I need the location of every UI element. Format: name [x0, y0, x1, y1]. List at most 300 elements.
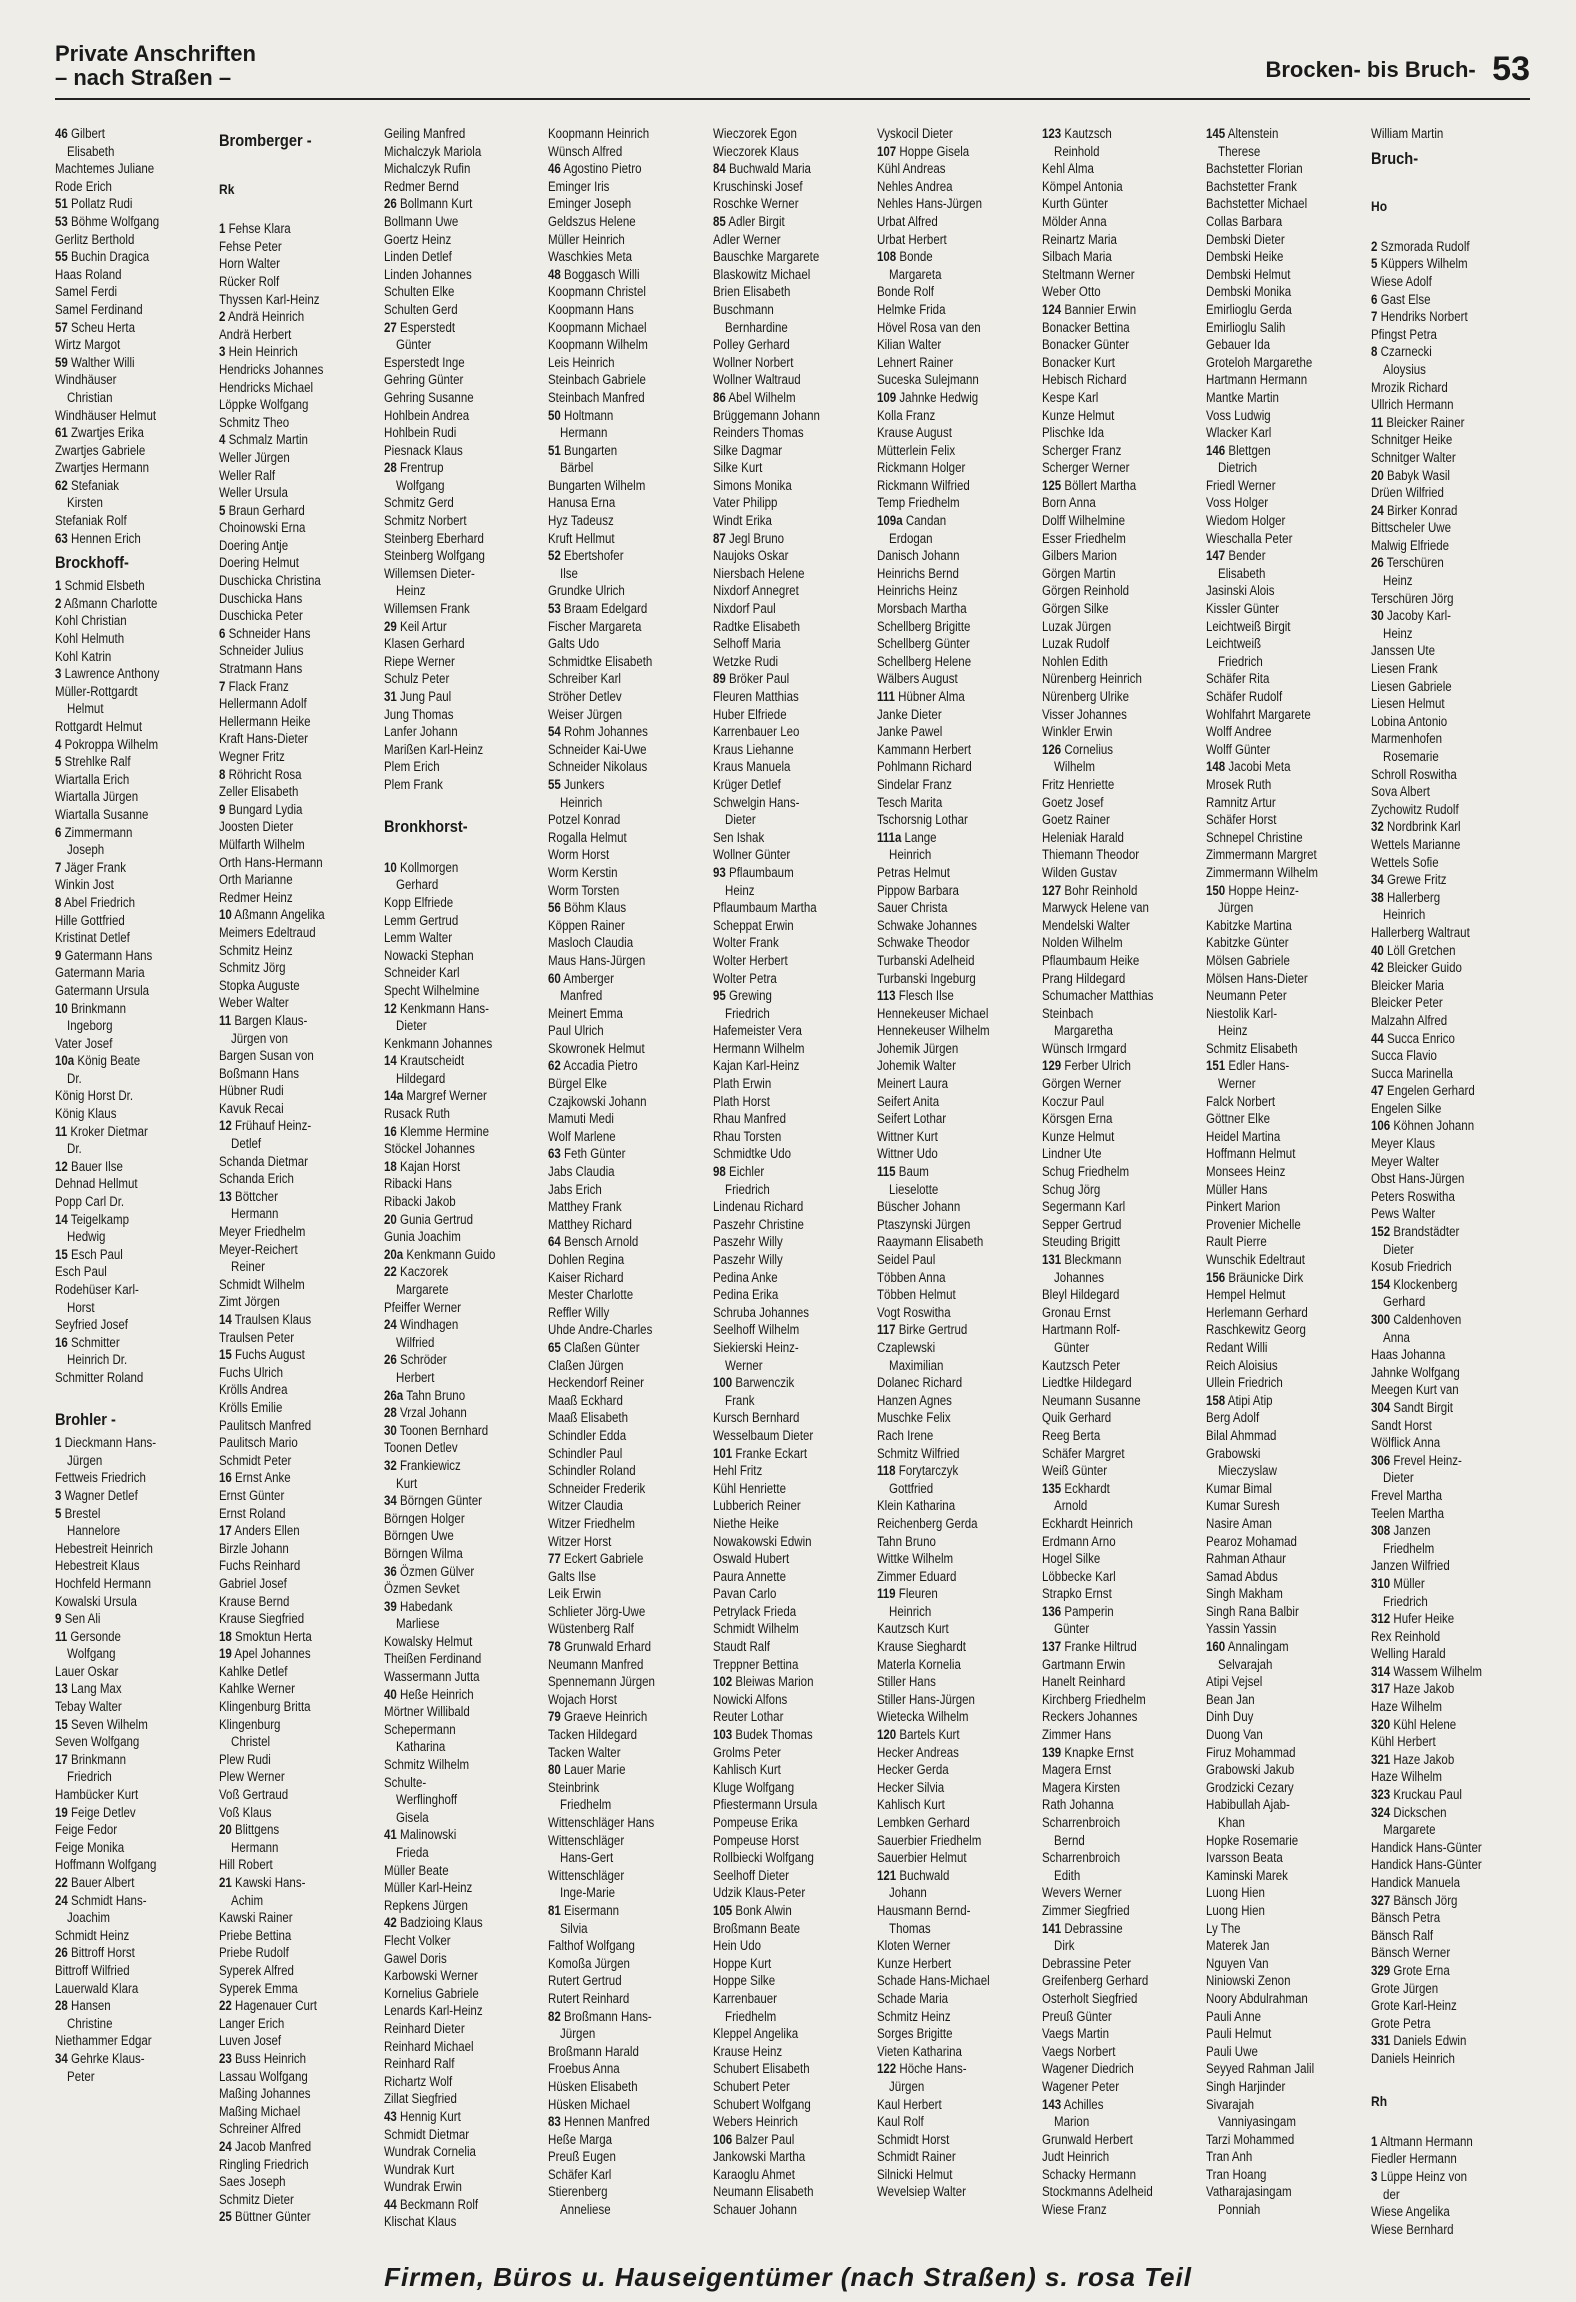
resident-entry: Hübner Rudi	[219, 1083, 284, 1099]
resident-entry: Neumann Elisabeth	[713, 2184, 814, 2200]
resident-entry: Scherger Franz	[1042, 442, 1122, 458]
resident-entry: 131 Bleckmann	[1042, 1252, 1122, 1267]
resident-entry: Handick Hans-Günter	[1371, 1839, 1482, 1855]
resident-entry: Neumann Manfred	[548, 1656, 644, 1672]
resident-entry: Friedrich	[725, 1005, 770, 1021]
resident-entry: Kowalski Ursula	[55, 1593, 137, 1609]
resident-entry: Toonen Detlev	[384, 1440, 458, 1456]
resident-entry: 320 Kühl Helene	[1371, 1716, 1457, 1732]
resident-entry: Margarete	[1383, 1822, 1436, 1838]
resident-entry: Christel	[231, 1734, 271, 1750]
resident-entry: Kloten Werner	[877, 1938, 951, 1954]
resident-entry: 47 Engelen Gerhard	[1371, 1083, 1475, 1099]
resident-entry: Rath Johanna	[1042, 1797, 1114, 1813]
resident-entry: Bargen Susan von	[219, 1048, 314, 1064]
resident-entry: Wunschik Edeltraut	[1206, 1252, 1306, 1267]
resident-entry: Schumacher Matthias	[1042, 988, 1154, 1004]
resident-entry: Lubberich Reiner	[713, 1498, 801, 1514]
resident-entry: Sauerbier Friedhelm	[877, 1832, 982, 1848]
resident-entry: Reinhold	[1054, 143, 1100, 159]
resident-entry: Zimmermann Margret	[1206, 847, 1317, 863]
resident-entry: Seifert Lothar	[877, 1111, 947, 1127]
resident-entry: Gehring Günter	[384, 372, 464, 388]
resident-entry: 118 Forytarczyk	[877, 1463, 959, 1479]
resident-entry: Tacken Hildegard	[548, 1727, 637, 1743]
resident-entry: Elisabeth	[67, 143, 115, 159]
resident-entry: Paszehr Willy	[713, 1252, 783, 1267]
resident-entry: Broßmann Beate	[713, 1920, 801, 1936]
resident-entry: Steinberg Wolfgang	[384, 548, 485, 564]
resident-entry: Jankowski Martha	[713, 2149, 806, 2165]
resident-entry: Silvia	[560, 1920, 588, 1936]
resident-entry: Schmitz Heinz	[219, 942, 293, 958]
resident-entry: Nürenberg Ulrike	[1042, 689, 1130, 704]
resident-entry: Lobina Antonio	[1371, 713, 1448, 729]
resident-entry: Hogel Silke	[1042, 1551, 1101, 1567]
resident-entry: Pedina Erika	[713, 1287, 779, 1303]
resident-entry: Hopke Rosemarie	[1206, 1832, 1299, 1848]
resident-entry: Vanniyasingam	[1218, 2114, 1296, 2130]
resident-entry: 111 Hübner Alma	[877, 689, 965, 704]
resident-entry: Tran Anh	[1206, 2149, 1253, 2165]
resident-entry: Sepper Gertrud	[1042, 1216, 1122, 1232]
resident-entry: Friedrich	[1218, 653, 1263, 669]
resident-entry: Fiedler Hermann	[1371, 2151, 1457, 2167]
resident-entry: Goetz Josef	[1042, 794, 1104, 810]
resident-entry: Schmitz Jörg	[219, 960, 286, 976]
resident-entry: Schellberg Günter	[877, 636, 970, 652]
resident-entry: Fehse Peter	[219, 238, 282, 254]
resident-entry: Werflinghoff	[396, 1792, 458, 1808]
resident-entry: Christine	[67, 2015, 113, 2031]
resident-entry: Wittner Kurt	[877, 1128, 938, 1144]
resident-entry: Marliese	[396, 1616, 440, 1632]
resident-entry: 150 Hoppe Heinz-	[1206, 882, 1299, 898]
resident-entry: Kohl Christian	[55, 613, 127, 629]
resident-entry: Schäfer Rita	[1206, 671, 1270, 687]
resident-entry: Schmidt Heinz	[55, 1927, 130, 1943]
resident-entry: Syperek Emma	[219, 1980, 298, 1996]
resident-entry: 17 Anders Ellen	[219, 1523, 300, 1539]
resident-entry: 13 Lang Max	[55, 1681, 122, 1697]
resident-entry: Pauli Helmut	[1206, 2026, 1272, 2042]
resident-entry: 98 Eichler	[713, 1164, 765, 1180]
resident-entry: Seifert Anita	[877, 1093, 940, 1109]
resident-entry: Orth Hans-Hermann	[219, 854, 323, 870]
directory-column-2	[219, 125, 357, 2265]
resident-entry: Haas Johanna	[1371, 1347, 1446, 1363]
resident-entry: Sindelar Franz	[877, 776, 952, 792]
resident-entry: Schindler Edda	[548, 1427, 627, 1443]
resident-entry: Wojach Horst	[548, 1691, 617, 1707]
resident-entry: Nixdorf Paul	[713, 601, 776, 617]
resident-entry: Meimers Edeltraud	[219, 924, 316, 940]
resident-entry: Kahlisch Kurt	[877, 1797, 945, 1813]
resident-entry: Dr.	[67, 1070, 82, 1086]
resident-entry: Horst	[67, 1299, 95, 1315]
resident-entry: Schubert Elisabeth	[713, 2061, 810, 2077]
resident-entry: Ullein Friedrich	[1206, 1375, 1283, 1391]
resident-entry: Kömpel Antonia	[1042, 178, 1123, 194]
resident-entry: Paul Ulrich	[548, 1023, 604, 1039]
resident-entry: 7 Hendriks Norbert	[1371, 309, 1468, 325]
resident-entry: Malwig Elfriede	[1371, 537, 1450, 553]
resident-entry: Schmitter Roland	[55, 1369, 144, 1385]
resident-entry: Maßing Michael	[219, 2103, 301, 2119]
resident-entry: 3 Wagner Detlef	[55, 1487, 138, 1503]
resident-entry: Bittscheler Uwe	[1371, 520, 1452, 536]
resident-entry: Lanfer Johann	[384, 724, 458, 740]
resident-entry: Wlacker Karl	[1206, 425, 1272, 441]
resident-entry: Nasire Aman	[1206, 1515, 1272, 1531]
resident-entry: Welling Harald	[1371, 1646, 1446, 1662]
resident-entry: Sen Ishak	[713, 829, 765, 845]
resident-entry: 21 Kawski Hans-	[219, 1875, 306, 1890]
resident-entry: Frank	[725, 1392, 755, 1408]
resident-entry: Göttner Elke	[1206, 1111, 1271, 1127]
resident-entry: Wiartalla Jürgen	[55, 789, 139, 805]
resident-entry: Jürgen	[889, 2078, 925, 2094]
resident-entry: Wünsch Alfred	[548, 143, 623, 159]
resident-entry: Turbanski Adelheid	[877, 952, 975, 968]
resident-entry: 82 Broßmann Hans-	[548, 2008, 652, 2024]
resident-entry: 59 Walther Willi	[55, 354, 135, 370]
resident-entry: Schmitz Dieter	[219, 2191, 294, 2207]
resident-entry: 34 Gehrke Klaus-	[55, 2050, 145, 2066]
street-heading: Bronkhorst-	[384, 817, 468, 837]
resident-entry: Teelen Martha	[1371, 1505, 1444, 1521]
resident-entry: Steltmann Werner	[1042, 266, 1135, 282]
resident-entry: Langer Erich	[219, 2015, 285, 2031]
resident-entry: Boßmann Hans	[219, 1065, 300, 1081]
resident-entry: Schubert Wolfgang	[713, 2096, 811, 2112]
spacer	[55, 1387, 193, 1405]
resident-entry: 16 Ernst Anke	[219, 1470, 291, 1486]
resident-entry: Luong Hien	[1206, 1902, 1265, 1918]
resident-entry: Klasen Gerhard	[384, 636, 465, 652]
resident-entry: Grote Jürgen	[1371, 1980, 1439, 1996]
resident-entry: Hanusa Erna	[548, 495, 616, 511]
resident-entry: Krüger Detlef	[713, 776, 781, 792]
resident-entry: 20 Gunia Gertrud	[384, 1211, 473, 1227]
resident-entry: Dembski Helmut	[1206, 266, 1291, 282]
resident-entry: Krause Bernd	[219, 1593, 290, 1609]
resident-entry: Jasinski Alois	[1206, 583, 1275, 599]
resident-entry: Succa Flavio	[1371, 1048, 1437, 1064]
resident-entry: 121 Buchwald	[877, 1867, 950, 1883]
resident-entry: Janzen Wilfried	[1371, 1558, 1450, 1574]
resident-entry: Kabitzke Günter	[1206, 935, 1289, 951]
resident-entry: Singh Harjinder	[1206, 2078, 1286, 2094]
resident-entry: Janssen Ute	[1371, 643, 1436, 659]
resident-entry: Roschke Werner	[713, 196, 799, 212]
resident-entry: Kahlke Werner	[219, 1681, 295, 1697]
resident-entry: Schade Maria	[877, 1990, 949, 2006]
resident-entry: Wollner Günter	[713, 847, 791, 863]
resident-entry: Samel Ferdinand	[55, 301, 143, 317]
resident-entry: Karaoglu Ahmet	[713, 2166, 795, 2182]
resident-entry: Koopmann Wilhelm	[548, 337, 648, 353]
resident-entry: Mölsen Hans-Dieter	[1206, 970, 1308, 986]
resident-entry: 48 Boggasch Willi	[548, 266, 640, 282]
resident-entry: Reinhard Michael	[384, 2038, 474, 2054]
resident-entry: Krause Heinz	[713, 2043, 783, 2059]
resident-entry: Groteloh Margarethe	[1206, 354, 1313, 370]
resident-entry: Heinz	[1218, 1023, 1248, 1039]
resident-entry: Arnold	[1054, 1498, 1088, 1514]
resident-entry: 44 Succa Enrico	[1371, 1030, 1455, 1046]
resident-entry: Priebe Rudolf	[219, 1945, 289, 1961]
resident-entry: 1 Altmann Hermann	[1371, 2133, 1473, 2149]
resident-entry: Zimmer Siegfried	[1042, 1902, 1130, 1918]
resident-entry: Machtemes Juliane	[55, 161, 155, 177]
resident-entry: 22 Bauer Albert	[55, 1875, 135, 1890]
resident-entry: Wevelsiep Walter	[877, 2184, 966, 2200]
resident-entry: 5 Strehlke Ralf	[55, 754, 131, 770]
resident-entry: Steuding Brigitt	[1042, 1234, 1121, 1250]
resident-entry: Schmitz Heinz	[877, 2008, 951, 2024]
resident-entry: Niethe Heike	[713, 1515, 779, 1531]
resident-entry: 7 Flack Franz	[219, 678, 289, 694]
resident-entry: Goetz Rainer	[1042, 812, 1110, 828]
resident-entry: Rottgardt Helmut	[55, 719, 143, 734]
resident-entry: Werner	[725, 1357, 763, 1373]
resident-entry: 146 Blettgen	[1206, 442, 1271, 458]
resident-entry: Wolf Marlene	[548, 1128, 616, 1144]
resident-entry: Wüstenberg Ralf	[548, 1621, 634, 1637]
resident-entry: Günter	[396, 337, 432, 353]
resident-entry: Kraus Manuela	[713, 759, 791, 775]
resident-entry: Atipi Vejsel	[1206, 1674, 1263, 1690]
resident-entry: Körsgen Erna	[1042, 1111, 1113, 1127]
resident-entry: 6 Schneider Hans	[219, 625, 311, 641]
resident-entry: 44 Beckmann Rolf	[384, 2196, 479, 2212]
resident-entry: Kunze Helmut	[1042, 1128, 1115, 1144]
resident-entry: Rogalla Helmut	[548, 829, 627, 845]
resident-entry: Silnicki Helmut	[877, 2166, 953, 2182]
resident-entry: 20a Kenkmann Guido	[384, 1246, 496, 1262]
resident-entry: 2 Andrä Heinrich	[219, 309, 305, 325]
resident-entry: Wieczorek Klaus	[713, 143, 799, 159]
resident-entry: Scharrenbroich	[1042, 1815, 1121, 1830]
resident-entry: Plath Horst	[713, 1093, 770, 1109]
resident-entry: Dieter	[1383, 1470, 1414, 1486]
resident-entry: Bleyl Hildegard	[1042, 1287, 1120, 1303]
resident-entry: Hecker Gerda	[877, 1762, 949, 1778]
resident-entry: 32 Nordbrink Karl	[1371, 819, 1461, 835]
resident-entry: Paulitsch Mario	[219, 1435, 298, 1451]
resident-entry: 106 Balzer Paul	[713, 2131, 795, 2147]
resident-entry: Kunze Helmut	[1042, 407, 1115, 423]
resident-entry: Schug Friedhelm	[1042, 1164, 1130, 1180]
resident-entry: Többen Helmut	[877, 1287, 956, 1303]
page-number: 53	[1492, 50, 1530, 88]
resident-entry: Zychowitz Rudolf	[1371, 801, 1459, 817]
resident-entry: Bollmann Uwe	[384, 213, 459, 229]
resident-entry: Stöckel Johannes	[384, 1141, 475, 1157]
resident-entry: Silbach Maria	[1042, 249, 1112, 265]
resident-entry: Michalczyk Rufin	[384, 161, 471, 177]
resident-entry: Schnepel Christine	[1206, 829, 1303, 845]
resident-entry: Gilbers Marion	[1042, 548, 1117, 564]
resident-entry: Nolden Wilhelm	[1042, 935, 1123, 951]
resident-entry: Grote Karl-Heinz	[1371, 1998, 1457, 2014]
resident-entry: 6 Zimmermann	[55, 824, 133, 840]
resident-entry: Gatermann Maria	[55, 965, 145, 981]
resident-entry: Wegner Fritz	[219, 749, 285, 764]
resident-entry: 111a Lange	[877, 829, 937, 845]
resident-entry: 100 Barwenczik	[713, 1375, 795, 1391]
resident-entry: Kleppel Angelika	[713, 2026, 799, 2042]
resident-entry: Geiling Manfred	[384, 126, 466, 141]
resident-entry: Plath Erwin	[713, 1076, 772, 1092]
resident-entry: Maaß Elisabeth	[548, 1410, 629, 1426]
resident-entry: Kahlisch Kurt	[713, 1762, 781, 1778]
resident-entry: Seidel Paul	[877, 1252, 936, 1267]
directory-column-3	[384, 125, 522, 2265]
resident-entry: Schwake Johannes	[877, 917, 977, 933]
resident-entry: Pflaumbaum Martha	[713, 900, 817, 916]
resident-entry: Pflaumbaum Heike	[1042, 952, 1140, 968]
resident-entry: Wirtz Margot	[55, 337, 121, 353]
resident-entry: 109 Jahnke Hedwig	[877, 389, 979, 405]
resident-entry: Schulte-	[384, 1774, 427, 1790]
resident-entry: 34 Grewe Fritz	[1371, 872, 1447, 888]
resident-entry: 26 Bollmann Kurt	[384, 196, 473, 212]
resident-entry: Hebisch Richard	[1042, 372, 1127, 388]
resident-entry: Rusack Ruth	[384, 1106, 450, 1122]
resident-entry: Joseph	[67, 842, 105, 858]
resident-entry: Wundrak Cornelia	[384, 2144, 476, 2160]
resident-entry: Schnitger Heike	[1371, 432, 1453, 448]
resident-entry: Müller Beate	[384, 1862, 449, 1878]
resident-entry: Witzer Horst	[548, 1533, 612, 1549]
resident-entry: 156 Bräunicke Dirk	[1206, 1269, 1304, 1285]
resident-entry: Pfeiffer Werner	[384, 1299, 462, 1315]
resident-entry: Heinrich	[889, 847, 932, 863]
resident-entry: 61 Zwartjes Erika	[55, 425, 144, 441]
resident-entry: Bänsch Werner	[1371, 1945, 1451, 1961]
resident-entry: Polley Gerhard	[713, 337, 790, 353]
resident-entry: Johannes	[1054, 1269, 1104, 1285]
resident-entry: Reffler Willy	[548, 1304, 610, 1320]
district-heading: Rk	[219, 180, 235, 197]
resident-entry: Reichenberg Gerda	[877, 1515, 978, 1531]
resident-entry: Kühl Andreas	[877, 161, 946, 177]
resident-entry: Singh Makham	[1206, 1586, 1283, 1602]
resident-entry: Luong Hien	[1206, 1885, 1265, 1901]
resident-entry: Redant Willi	[1206, 1339, 1268, 1355]
resident-entry: Bonacker Bettina	[1042, 319, 1130, 335]
resident-entry: Meinert Emma	[548, 1005, 623, 1021]
resident-entry: Kruschinski Josef	[713, 178, 803, 194]
resident-entry: Reinders Thomas	[713, 425, 804, 441]
resident-entry: 63 Feth Günter	[548, 1146, 626, 1162]
resident-entry: Mamuti Medi	[548, 1111, 614, 1127]
resident-entry: Dieter	[396, 1018, 427, 1034]
resident-entry: 26 Schröder	[384, 1352, 447, 1368]
resident-entry: Traulsen Peter	[219, 1329, 295, 1345]
resident-entry: Brüggemann Johann	[713, 407, 820, 423]
resident-entry: Ernst Roland	[219, 1505, 286, 1521]
resident-entry: 23 Buss Heinrich	[219, 2050, 307, 2066]
resident-entry: Jürgen von	[231, 1030, 289, 1046]
resident-entry: Yassin Yassin	[1206, 1621, 1277, 1637]
resident-entry: Schmidt Peter	[219, 1452, 292, 1468]
resident-entry: 31 Jung Paul	[384, 689, 452, 704]
resident-entry: Pearoz Mohamad	[1206, 1533, 1297, 1549]
resident-entry: Wilhelm	[1054, 759, 1095, 775]
resident-entry: Stopka Auguste	[219, 977, 300, 993]
resident-entry: Jürgen	[1218, 900, 1254, 916]
resident-entry: Friedrich	[725, 1181, 770, 1197]
resident-entry: Therese	[1218, 143, 1261, 159]
resident-entry: Tschorsnig Lothar	[877, 812, 968, 828]
resident-entry: Görgen Silke	[1042, 601, 1109, 617]
resident-entry: Hoppe Silke	[713, 1973, 776, 1989]
resident-entry: Voß Gertraud	[219, 1787, 289, 1803]
resident-entry: 16 Schmitter	[55, 1334, 120, 1350]
resident-entry: Börngen Wilma	[384, 1545, 463, 1561]
resident-entry: Schanda Dietmar	[219, 1153, 308, 1169]
resident-entry: Wälbers August	[877, 671, 958, 687]
resident-entry: 42 Badzioing Klaus	[384, 1915, 483, 1931]
resident-entry: Materek Jan	[1206, 1938, 1270, 1954]
resident-entry: Hedwig	[67, 1229, 106, 1245]
resident-entry: 4 Schmalz Martin	[219, 432, 308, 448]
resident-entry: 60 Amberger	[548, 970, 614, 986]
resident-entry: 12 Frühauf Heinz-	[219, 1118, 312, 1134]
resident-entry: 14a Margref Werner	[384, 1088, 487, 1104]
resident-entry: Bungarten Wilhelm	[548, 477, 646, 493]
resident-entry: Stefaniak Rolf	[55, 513, 127, 529]
resident-entry: Schindler Paul	[548, 1445, 623, 1461]
resident-entry: Matthey Frank	[548, 1199, 622, 1215]
resident-entry: Kohl Helmuth	[55, 631, 125, 647]
resident-entry: 89 Bröker Paul	[713, 671, 790, 687]
resident-entry: 304 Sandt Birgit	[1371, 1399, 1453, 1415]
resident-entry: Schäfer Margret	[1042, 1445, 1125, 1461]
resident-entry: 139 Knapke Ernst	[1042, 1744, 1134, 1760]
spacer	[1371, 2068, 1509, 2086]
resident-entry: Marmenhofen	[1371, 731, 1443, 747]
resident-entry: Dohlen Regina	[548, 1252, 625, 1267]
resident-entry: 17 Brinkmann	[55, 1751, 127, 1767]
resident-entry: Eminger Joseph	[548, 196, 632, 212]
resident-entry: Schwelgin Hans-	[713, 794, 800, 810]
resident-entry: 123 Kautzsch	[1042, 126, 1112, 141]
resident-entry: Stiller Hans-Jürgen	[877, 1691, 975, 1707]
resident-entry: 62 Accadia Pietro	[548, 1058, 638, 1074]
resident-entry: Peters Roswitha	[1371, 1188, 1455, 1204]
resident-entry: 24 Schmidt Hans-	[55, 1892, 147, 1908]
resident-entry: Janke Pawel	[877, 724, 943, 740]
resident-entry: Meyer Klaus	[1371, 1136, 1436, 1152]
resident-entry: 143 Achilles	[1042, 2096, 1104, 2112]
resident-entry: Neumann Peter	[1206, 988, 1287, 1004]
resident-entry: 5 Brestel	[55, 1505, 101, 1521]
resident-entry: Kristinat Detlef	[55, 930, 130, 946]
resident-entry: Broßmann Harald	[548, 2043, 639, 2059]
resident-entry: Köppen Rainer	[548, 917, 625, 933]
resident-entry: 154 Klockenberg	[1371, 1276, 1458, 1292]
resident-entry: Tran Hoang	[1206, 2166, 1267, 2182]
resident-entry: Görgen Martin	[1042, 565, 1116, 581]
resident-entry: Kosub Friedrich	[1371, 1259, 1452, 1275]
resident-entry: Friedrich	[1383, 1593, 1428, 1609]
resident-entry: Reuter Lothar	[713, 1709, 784, 1725]
resident-entry: Hambücker Kurt	[55, 1787, 139, 1803]
